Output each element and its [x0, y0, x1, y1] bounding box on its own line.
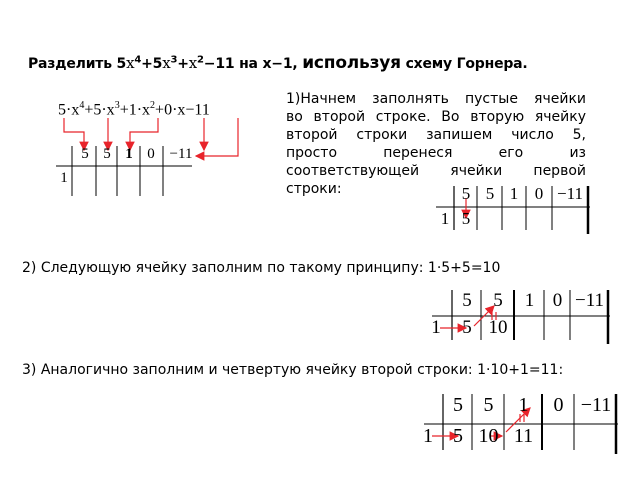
t1-top-4: −11 [169, 146, 193, 162]
t3-top-0: 5 [462, 290, 472, 311]
t2-top-4: −11 [557, 184, 583, 203]
step1-line: во второй строке. Во вторую ячейку [286, 109, 586, 125]
t2-top-0: 5 [461, 184, 471, 203]
t3-top-3: 0 [552, 290, 563, 311]
step1-line: просто перенеся его из [286, 145, 586, 161]
step1-line: строки: [286, 181, 342, 197]
t1-top-0: 5 [81, 146, 89, 162]
t3-root: 1 [431, 317, 441, 338]
t4-root: 1 [423, 425, 433, 447]
t3-top-4: −11 [574, 290, 604, 311]
t4-top-1: 5 [483, 394, 494, 416]
t1-top-3: 0 [147, 146, 155, 162]
step1-line: соответствующей ячейки первой [286, 163, 586, 179]
t1-root: 1 [60, 170, 68, 186]
t3-top-1: 5 [493, 290, 503, 311]
polynomial: $5\cdot x^4+5\cdot x^3+1\cdot x^2+0\cdot x-11$ [58, 100, 210, 119]
t3-bottom-0: 5 [462, 317, 472, 338]
t4-bottom-0: 5 [453, 425, 463, 447]
t2-top-1: 5 [485, 184, 495, 203]
t2-top-3: 0 [534, 184, 544, 203]
t4-bottom-2: 11 [513, 425, 534, 447]
t4-top-3: 0 [553, 394, 564, 416]
t2-root: 1 [440, 209, 450, 228]
t1-top-2: 1 [125, 146, 133, 162]
t1-top-1: 5 [103, 146, 111, 162]
t4-top-2: 1 [518, 394, 529, 416]
step1-line: второй строки запишем число 5, [286, 127, 586, 143]
t3-bottom-1: 10 [488, 317, 508, 338]
t3-top-2: 1 [524, 290, 535, 311]
t4-top-4: −11 [580, 394, 612, 416]
t2-bottom-0: 5 [461, 209, 471, 228]
step1-line: 1)Начнем заполнять пустые ячейки [286, 91, 586, 107]
step3-text: 3) Аналогично заполним и четвертую ячейку второй строки: 1·10+1=11: [22, 362, 564, 378]
task-title: Разделить $5x^4+5x^3+x^2-11$ на x−1, используя схему Горнера. [28, 53, 528, 73]
t4-bottom-1: 10 [478, 425, 499, 447]
t2-top-2: 1 [509, 184, 519, 203]
t4-top-0: 5 [453, 394, 463, 416]
step2-text: 2) Следующую ячейку заполним по такому принципу: 1·5+5=10 [22, 260, 501, 276]
